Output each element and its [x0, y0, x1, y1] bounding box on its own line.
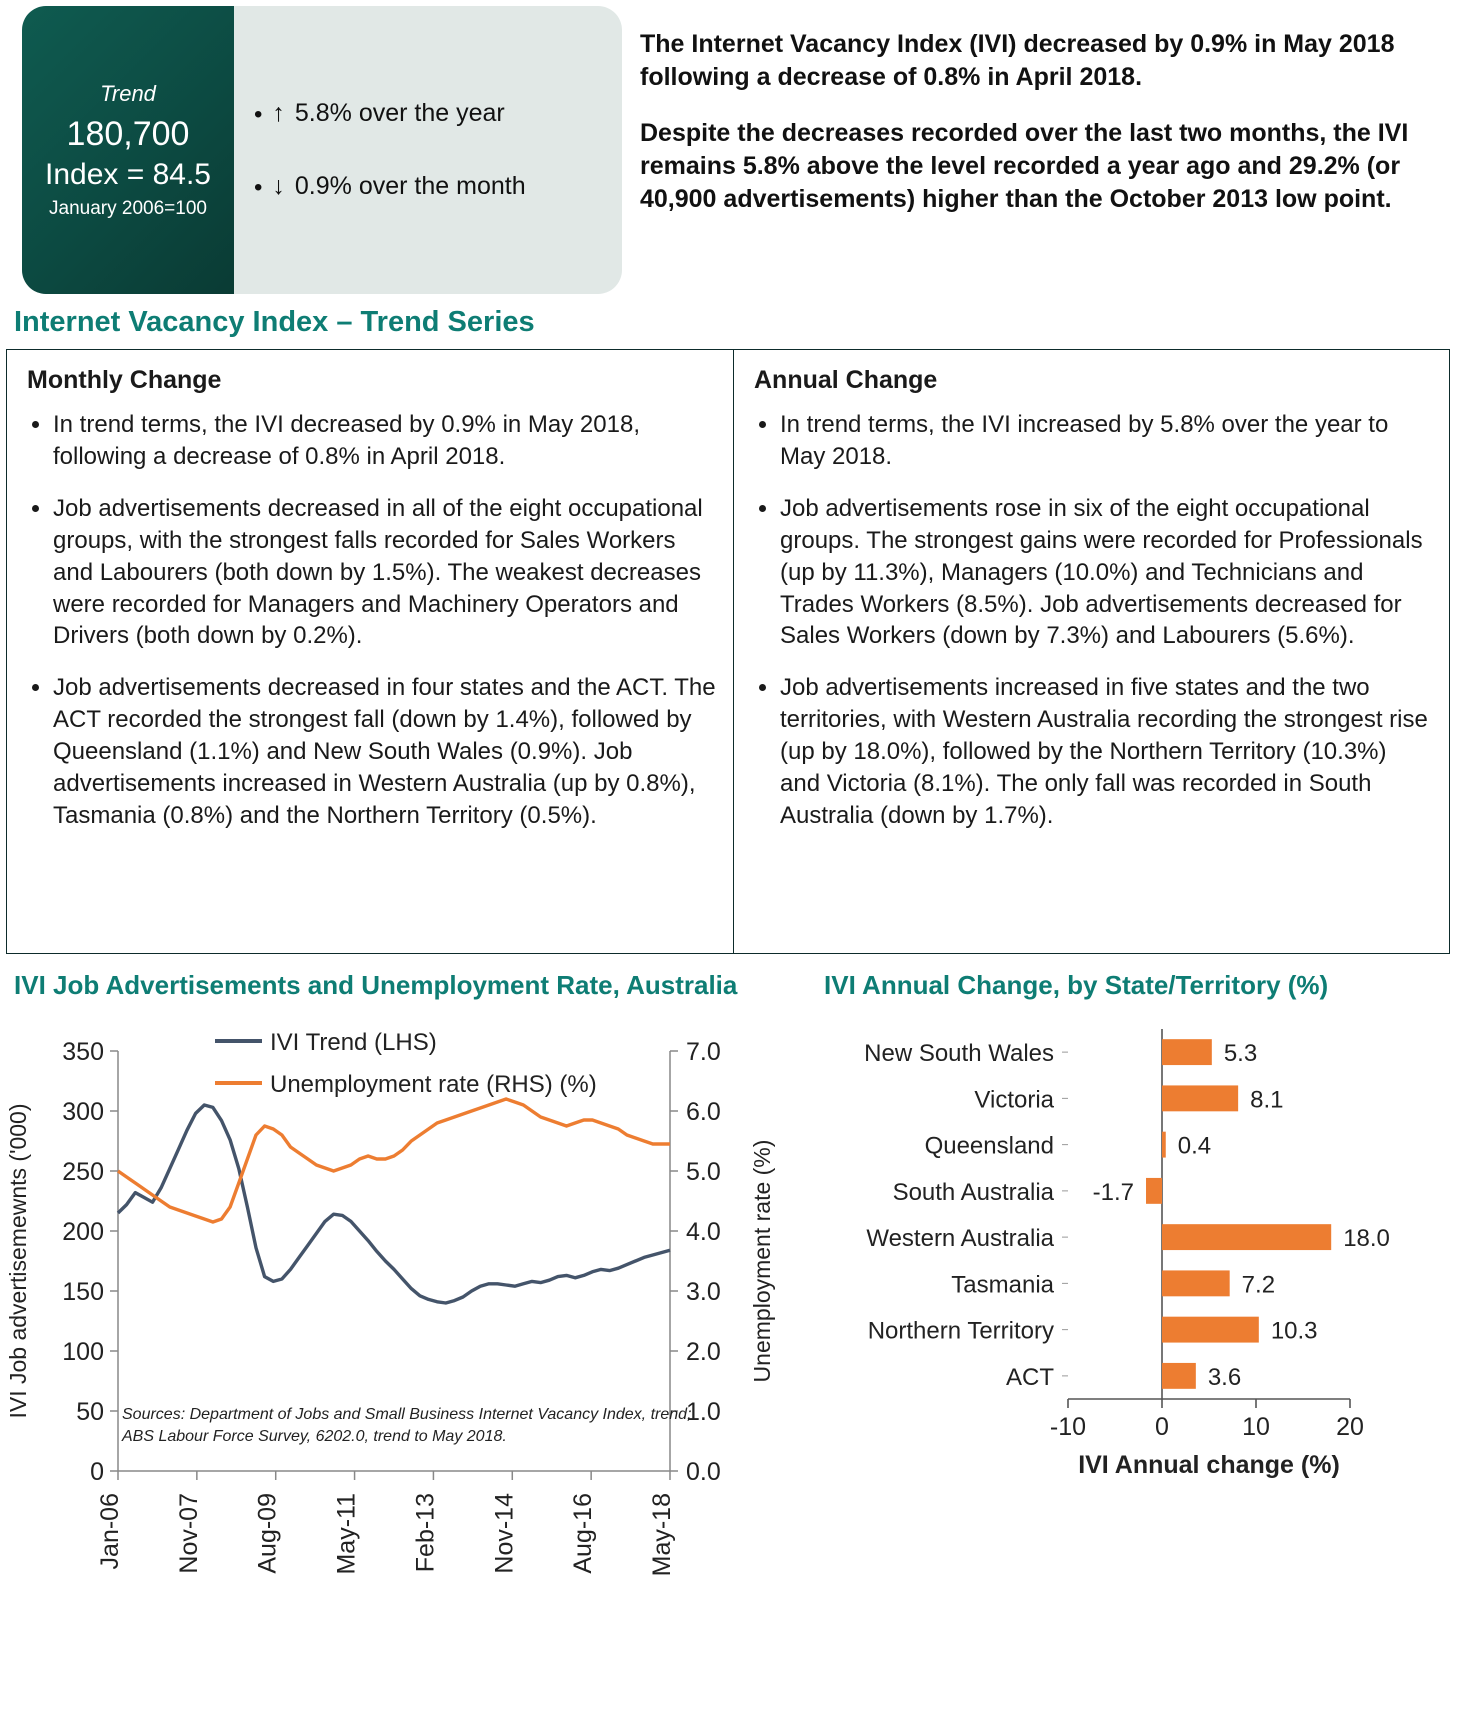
svg-text:Victoria: Victoria — [974, 1086, 1054, 1114]
index-value: Index = 84.5 — [45, 157, 211, 191]
svg-text:5.0: 5.0 — [686, 1158, 721, 1186]
svg-text:Jan-06: Jan-06 — [96, 1493, 124, 1570]
intro-text-block — [640, 6, 1450, 238]
trend-summary-card — [22, 6, 622, 294]
svg-text:7.2: 7.2 — [1241, 1271, 1276, 1299]
svg-text:Tasmania: Tasmania — [951, 1271, 1054, 1299]
svg-text:6.0: 6.0 — [686, 1098, 721, 1126]
svg-text:50: 50 — [76, 1398, 104, 1426]
monthly-change-heading: Monthly Change — [27, 366, 222, 394]
line-chart-title: IVI Job Advertisements and Unemployment Rate, Australia — [14, 970, 738, 1000]
ivi-unemployment-line-chart — [0, 1011, 810, 1651]
svg-text:8.1: 8.1 — [1250, 1086, 1284, 1114]
line-chart-block — [0, 970, 810, 1651]
list-item: • Job advertisements decreased in four states and the ACT. The ACT recorded the strongest fall (down by 1.4%), followed by Queensland (1.1%) and New South Wales (0.9%). Job advertisements increased in Western Australia (up by 0.8%), Tasmania (0.8%) and the Northern Territory (0.5%). — [53, 672, 717, 832]
state-annual-change-bar-chart — [810, 1011, 1450, 1571]
svg-text:ACT: ACT — [1006, 1363, 1054, 1391]
svg-text:IVI Annual change (%): IVI Annual change (%) — [1078, 1451, 1340, 1479]
svg-text:-1.7: -1.7 — [1092, 1178, 1135, 1206]
top-summary-row — [0, 0, 1460, 294]
annual-change-heading: Annual Change — [754, 366, 938, 394]
trend-bullet-month-text: 0.9% over the month — [294, 172, 526, 200]
changes-table — [6, 349, 1450, 954]
svg-text:-10: -10 — [1049, 1413, 1087, 1441]
svg-text:2.0: 2.0 — [686, 1338, 721, 1366]
svg-text:350: 350 — [62, 1038, 104, 1066]
section-heading: Internet Vacancy Index – Trend Series — [14, 306, 535, 338]
intro-paragraph-2: Despite the decreases recorded over the last two months, the IVI remains 5.8% above the level recorded a year ago and 29.2% (or 40,900 advertisements) higher than the October 2013 low point. — [640, 118, 1409, 213]
annual-change-list — [750, 409, 1433, 832]
svg-text:May-11: May-11 — [332, 1493, 361, 1575]
list-item: • In trend terms, the IVI decreased by 0.9% in May 2018, following a decrease of 0.8% in April 2018. — [53, 409, 717, 473]
bullet-dot-icon: • — [254, 174, 263, 201]
bullet-dot-icon: • — [254, 101, 263, 128]
svg-text:7.0: 7.0 — [686, 1038, 721, 1066]
svg-text:Unemployment rate (RHS) (%): Unemployment rate (RHS) (%) — [270, 1071, 597, 1098]
arrow-up-icon: ↑ — [272, 99, 285, 127]
list-item: • Job advertisements increased in five states and the two territories, with Western Australia recording the strongest rise (up by 18.0%), followed by the Northern Territory (10.3%) and Victoria (8.1%). The only fall was recorded in South Australia (down by 1.7%). — [780, 672, 1433, 832]
svg-text:Northern Territory: Northern Territory — [867, 1317, 1054, 1345]
svg-text:1.0: 1.0 — [686, 1398, 721, 1426]
svg-text:100: 100 — [62, 1338, 104, 1366]
svg-text:0: 0 — [1155, 1413, 1169, 1441]
svg-text:5.3: 5.3 — [1223, 1040, 1258, 1068]
svg-text:0.4: 0.4 — [1177, 1132, 1212, 1160]
monthly-change-column — [7, 350, 734, 953]
svg-text:3.0: 3.0 — [686, 1278, 721, 1306]
svg-text:Queensland: Queensland — [924, 1132, 1054, 1160]
trend-bullet-year — [254, 99, 622, 128]
svg-text:IVI Trend (LHS): IVI Trend (LHS) — [270, 1029, 437, 1056]
trend-bullet-month — [254, 172, 622, 201]
list-item: • In trend terms, the IVI increased by 5.8% over the year to May 2018. — [780, 409, 1433, 473]
trend-label: Trend — [100, 80, 156, 106]
svg-text:18.0: 18.0 — [1343, 1225, 1390, 1253]
svg-text:ABS Labour Force Survey, 6202.: ABS Labour Force Survey, 6202.0, trend to May 2018. — [122, 1428, 507, 1445]
svg-text:Unemployment rate (%): Unemployment rate (%) — [749, 1139, 775, 1383]
svg-text:Aug-16: Aug-16 — [569, 1493, 598, 1574]
charts-row — [0, 970, 1460, 1651]
svg-text:Aug-09: Aug-09 — [253, 1493, 282, 1574]
annual-change-column — [734, 350, 1449, 953]
list-item: • Job advertisements decreased in all of the eight occupational groups, with the strongest falls recorded for Sales Workers and Labourers (both down by 1.5%). The weakest decreases were recorded for Managers and Machinery Operators and Drivers (both down by 0.2%). — [53, 493, 717, 653]
svg-text:4.0: 4.0 — [686, 1218, 721, 1246]
trend-bullet-year-text: 5.8% over the year — [294, 99, 505, 127]
trend-bullets-panel — [234, 6, 622, 294]
trend-value: 180,700 — [66, 114, 190, 153]
bar-chart-block — [810, 970, 1460, 1651]
svg-text:10.3: 10.3 — [1270, 1317, 1318, 1345]
bar-chart-title: IVI Annual Change, by State/Territory (%) — [824, 970, 1329, 1000]
svg-text:Sources: Department of Jobs an: Sources: Department of Jobs and Small Business Internet Vacancy Index, trend; — [122, 1406, 692, 1423]
svg-text:200: 200 — [62, 1218, 104, 1246]
list-item: • Job advertisements rose in six of the eight occupational groups. The strongest gains were recorded for Professionals (up by 11.3%), Managers (10.0%) and Technicians and Trades Workers (8.5%). Job advertisements decreased for Sales Workers (down by 7.3%) and Labourers (5.6%). — [780, 493, 1433, 653]
svg-text:300: 300 — [62, 1098, 104, 1126]
svg-text:IVI Job advertisemewnts ('000): IVI Job advertisemewnts ('000) — [5, 1103, 31, 1419]
svg-text:Western Australia: Western Australia — [866, 1225, 1054, 1253]
svg-text:Feb-13: Feb-13 — [411, 1493, 440, 1573]
intro-paragraph-1: The Internet Vacancy Index (IVI) decreased by 0.9% in May 2018 following a decrease of 0.8% in April 2018. — [640, 30, 1395, 92]
svg-text:20: 20 — [1336, 1413, 1364, 1441]
arrow-down-icon: ↓ — [272, 172, 285, 200]
monthly-change-list — [23, 409, 717, 832]
trend-figure-panel — [22, 6, 234, 294]
svg-text:New South Wales: New South Wales — [864, 1040, 1054, 1068]
svg-text:150: 150 — [62, 1278, 104, 1306]
svg-text:0: 0 — [90, 1458, 104, 1486]
svg-text:250: 250 — [62, 1158, 104, 1186]
svg-text:3.6: 3.6 — [1207, 1363, 1242, 1391]
svg-text:0.0: 0.0 — [686, 1458, 721, 1486]
svg-text:Nov-14: Nov-14 — [490, 1493, 519, 1574]
svg-text:10: 10 — [1242, 1413, 1270, 1441]
svg-text:May-18: May-18 — [648, 1493, 676, 1577]
svg-text:South Australia: South Australia — [892, 1178, 1054, 1206]
svg-text:Nov-07: Nov-07 — [174, 1493, 203, 1574]
index-base-note: January 2006=100 — [49, 197, 207, 219]
